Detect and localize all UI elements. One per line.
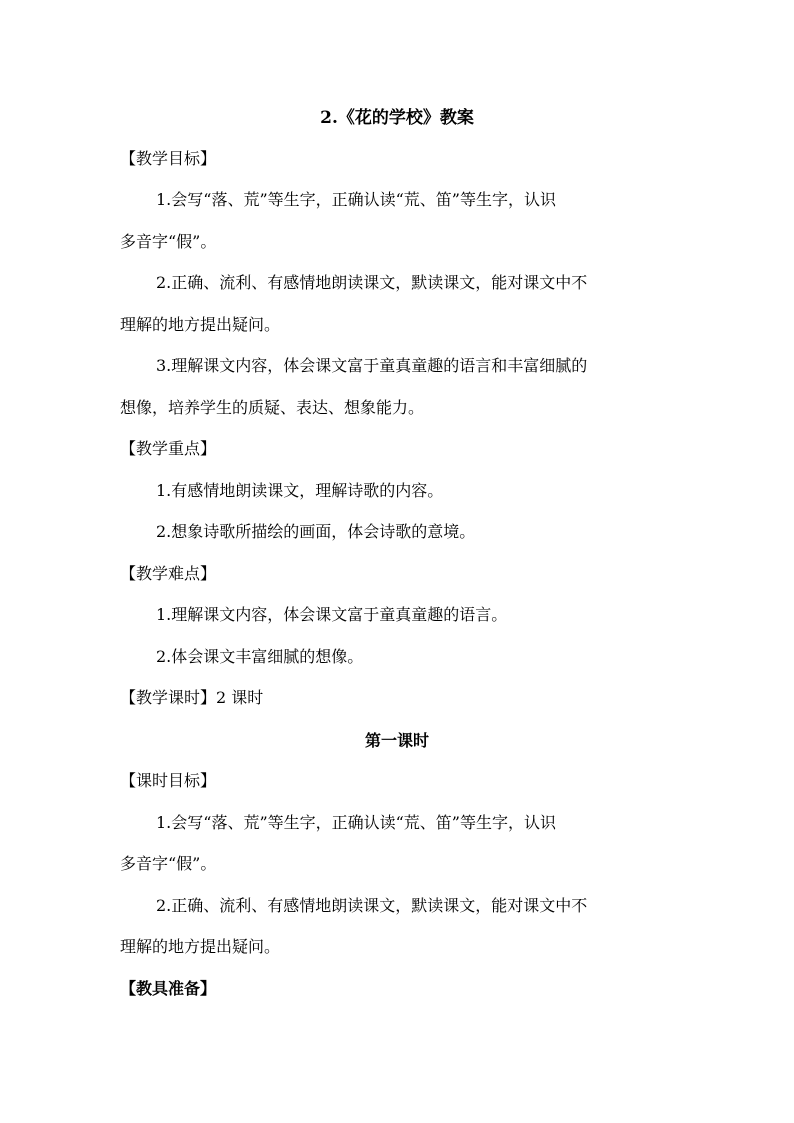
- difficulty-2: 2.体会课文丰富细腻的想像。: [156, 647, 364, 666]
- goal-item-3-line-1: 3.理解课文内容，体会课文富于童真童趣的语言和丰富细腻的: [156, 356, 588, 375]
- lesson-goal-2-line-1: 2.正确、流利、有感情地朗读课文，默读课文，能对课文中不: [156, 896, 588, 915]
- lesson-goal-2-line-2: 理解的地方提出疑问。: [120, 937, 281, 956]
- key-point-2: 2.想象诗歌所描绘的画面，体会诗歌的意境。: [156, 522, 476, 541]
- lesson-goal-1-line-1: 1.会写“落、荒”等生字，正确认读“荒、笛”等生字，认识: [156, 813, 556, 832]
- goal-item-3-line-2: 想像，培养学生的质疑、表达、想象能力。: [120, 398, 425, 417]
- teaching-period-line: 【教学课时】2 课时: [120, 688, 264, 707]
- goal-item-1-line-2: 多音字“假”。: [120, 232, 217, 251]
- goal-item-1-line-1: 1.会写“落、荒”等生字，正确认读“荒、笛”等生字，认识: [156, 190, 556, 209]
- section-heading-teaching-goals: 【教学目标】: [120, 149, 217, 168]
- lesson-one-title: 第一课时: [364, 731, 429, 750]
- goal-item-2-line-1: 2.正确、流利、有感情地朗读课文，默读课文，能对课文中不: [156, 273, 588, 292]
- section-heading-difficulties: 【教学难点】: [120, 564, 217, 583]
- lesson-goal-1-line-2: 多音字“假”。: [120, 854, 217, 873]
- section-heading-materials: 【教具准备】: [120, 979, 217, 998]
- key-point-1: 1.有感情地朗读课文，理解诗歌的内容。: [156, 481, 444, 500]
- document-title: 2.《花的学校》教案: [320, 108, 474, 128]
- section-heading-key-points: 【教学重点】: [120, 439, 217, 458]
- difficulty-1: 1.理解课文内容，体会课文富于童真童趣的语言。: [156, 605, 508, 624]
- section-heading-lesson-goals: 【课时目标】: [120, 771, 217, 790]
- goal-item-2-line-2: 理解的地方提出疑问。: [120, 315, 281, 334]
